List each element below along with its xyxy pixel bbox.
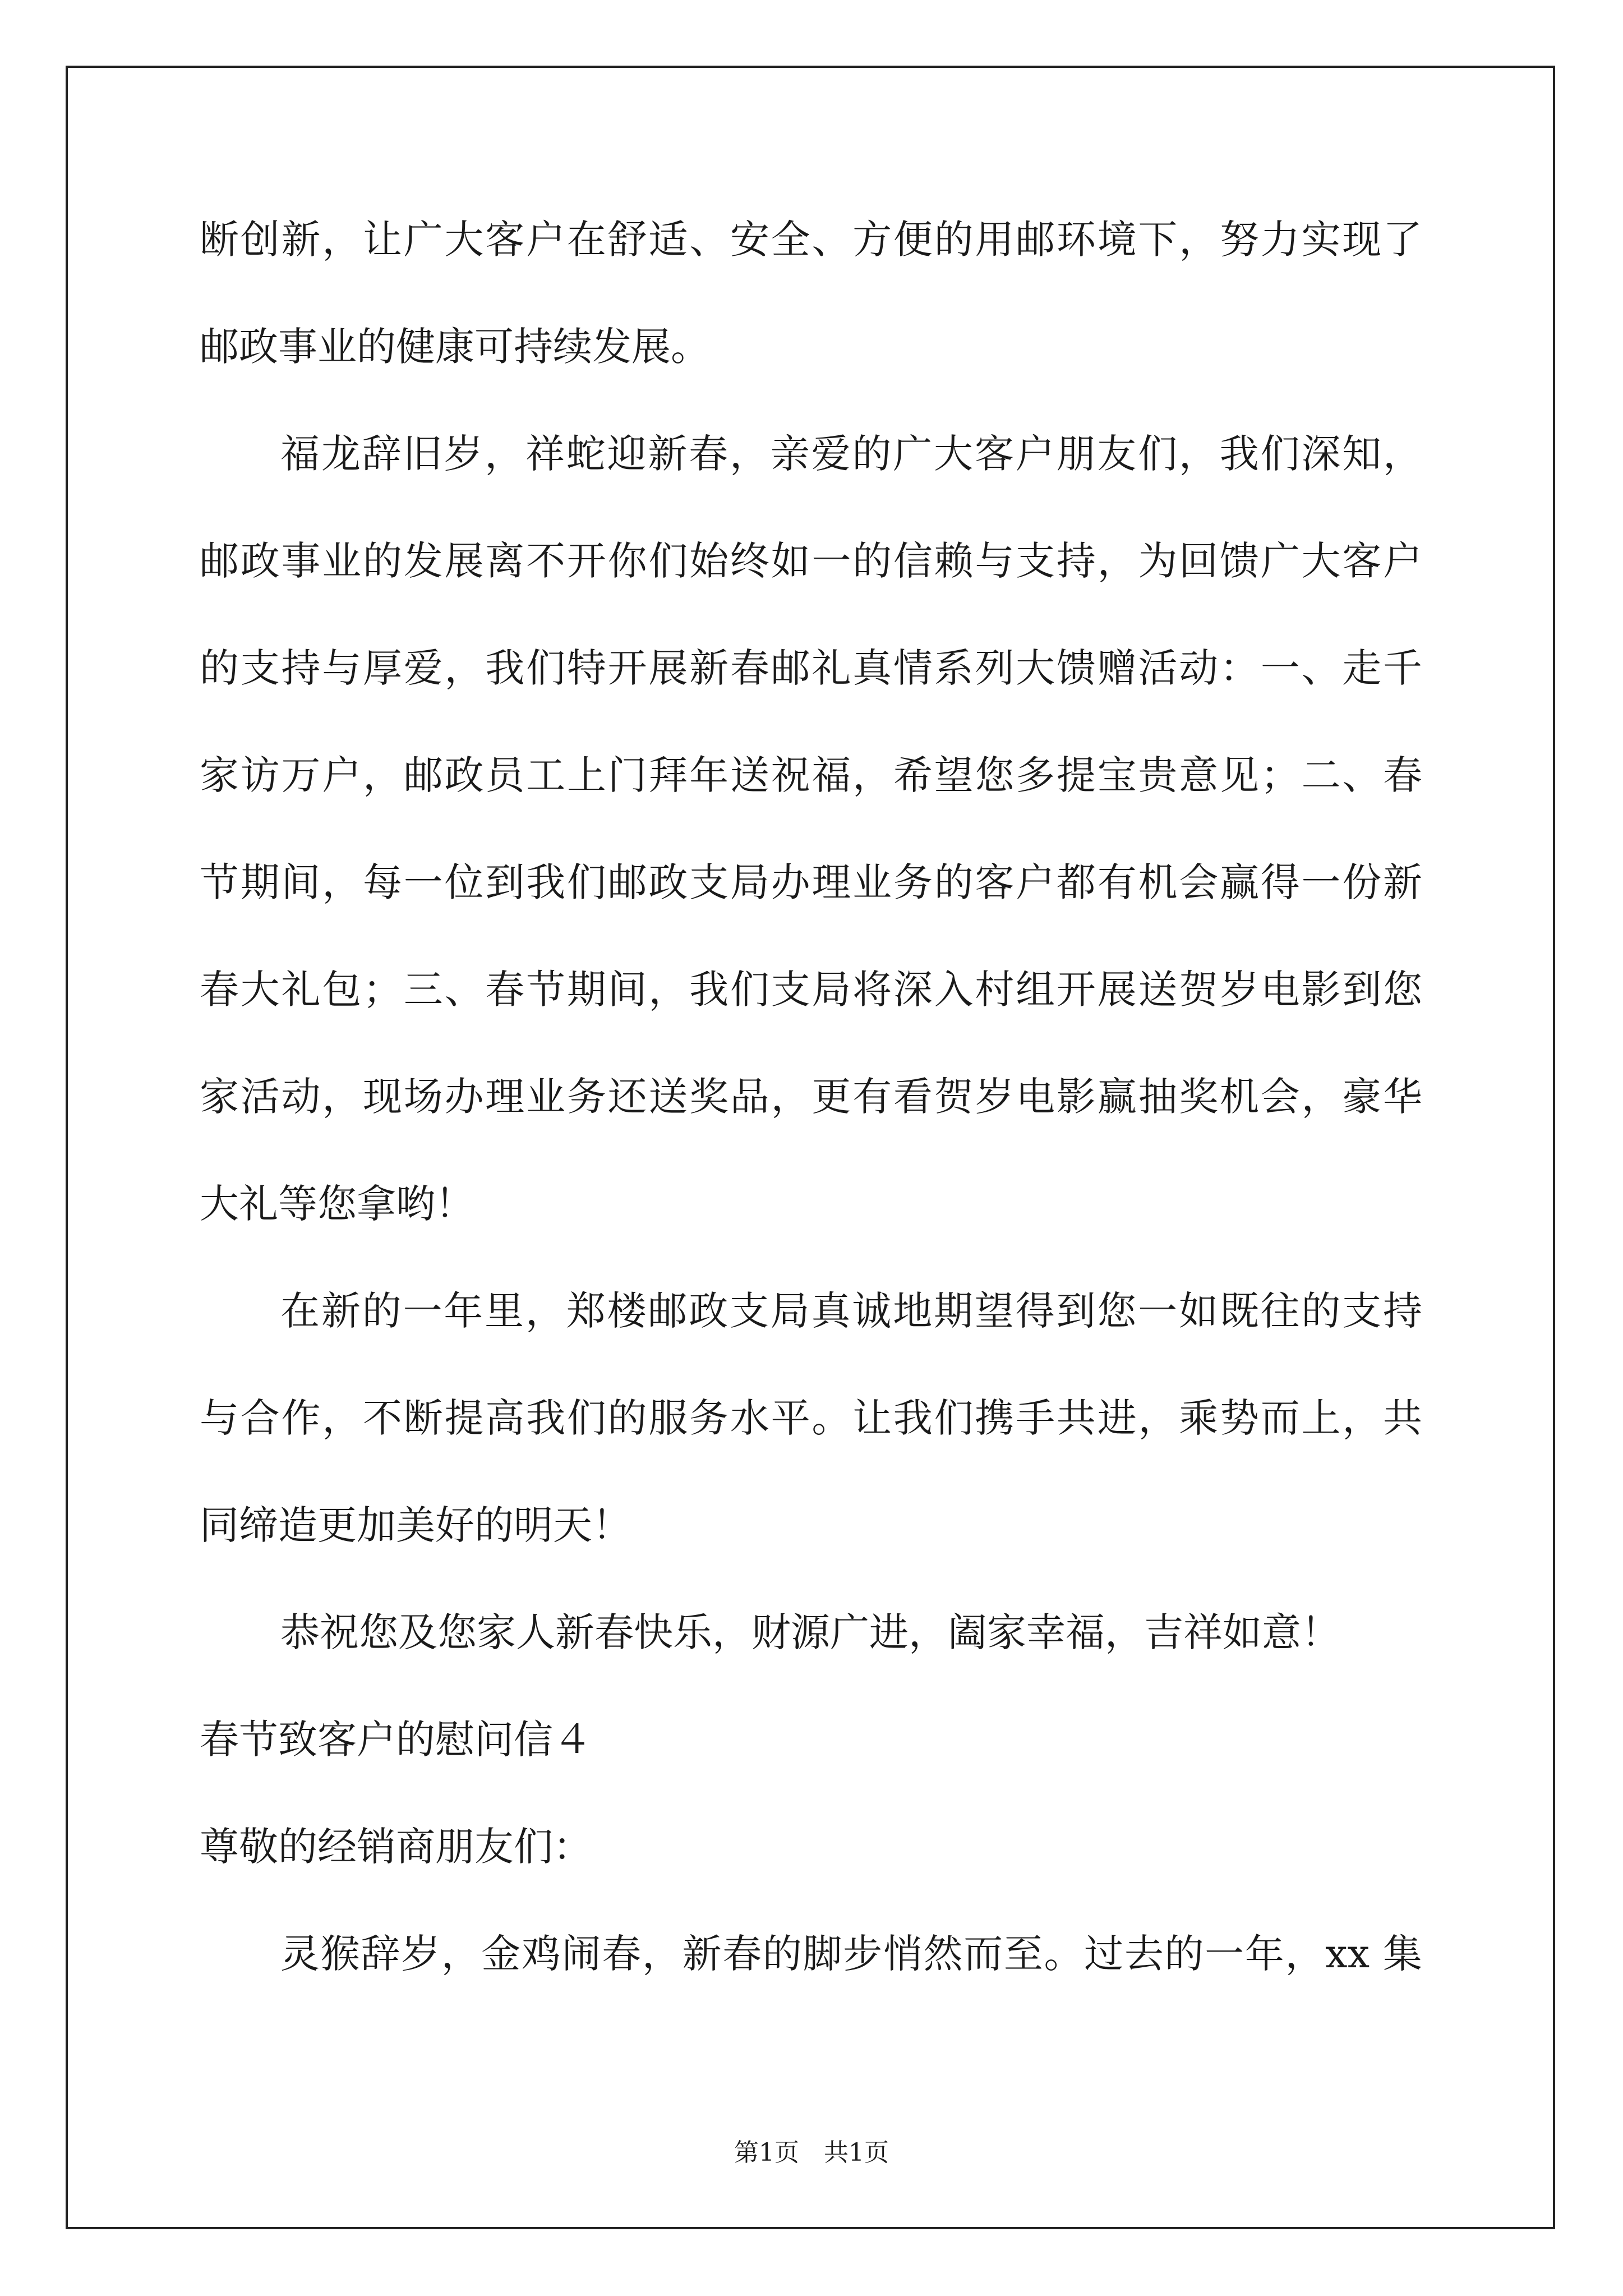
text-line: 邮政事业的发展离不开你们始终如一的信赖与支持，为回馈广大客户	[200, 538, 1422, 584]
salutation: 尊敬的经销商朋友们：	[200, 1824, 592, 1870]
document-body	[200, 213, 1422, 2035]
paragraph-first-line: 灵猴辞岁，金鸡闹春，新春的脚步悄然而至。过去的一年，xx 集	[280, 1931, 1422, 1977]
text-line: 的支持与厚爱，我们特开展新春邮礼真情系列大馈赠活动：一、走千	[200, 645, 1422, 691]
text-line: 春大礼包；三、春节期间，我们支局将深入村组开展送贺岁电影到您	[200, 967, 1422, 1013]
text-line: 大礼等您拿哟！	[200, 1181, 474, 1227]
text-line: 断创新，让广大客户在舒适、安全、方便的用邮环境下，努力实现了	[200, 217, 1422, 263]
text-line: 家访万户，邮政员工上门拜年送祝福，希望您多提宝贵意见；二、春	[200, 752, 1422, 798]
text-line: 邮政事业的健康可持续发展。	[200, 324, 710, 370]
paragraph-first-line: 恭祝您及您家人新春快乐，财源广进，阖家幸福，吉祥如意！	[280, 1609, 1340, 1655]
page-number: 第1页 共1页	[734, 2138, 889, 2167]
text-line: 与合作，不断提高我们的服务水平。让我们携手共进，乘势而上，共	[200, 1395, 1422, 1441]
paragraph-first-line: 在新的一年里，郑楼邮政支局真诚地期望得到您一如既往的支持	[280, 1288, 1422, 1334]
text-line: 节期间，每一位到我们邮政支局办理业务的客户都有机会赢得一份新	[200, 859, 1422, 905]
section-heading: 春节致客户的慰问信４	[200, 1717, 592, 1763]
text-line: 家活动，现场办理业务还送奖品，更有看贺岁电影赢抽奖机会，豪华	[200, 1074, 1422, 1120]
text-line: 同缔造更加美好的明天！	[200, 1502, 631, 1548]
paragraph-first-line: 福龙辞旧岁，祥蛇迎新春，亲爱的广大客户朋友们，我们深知，	[280, 431, 1422, 477]
